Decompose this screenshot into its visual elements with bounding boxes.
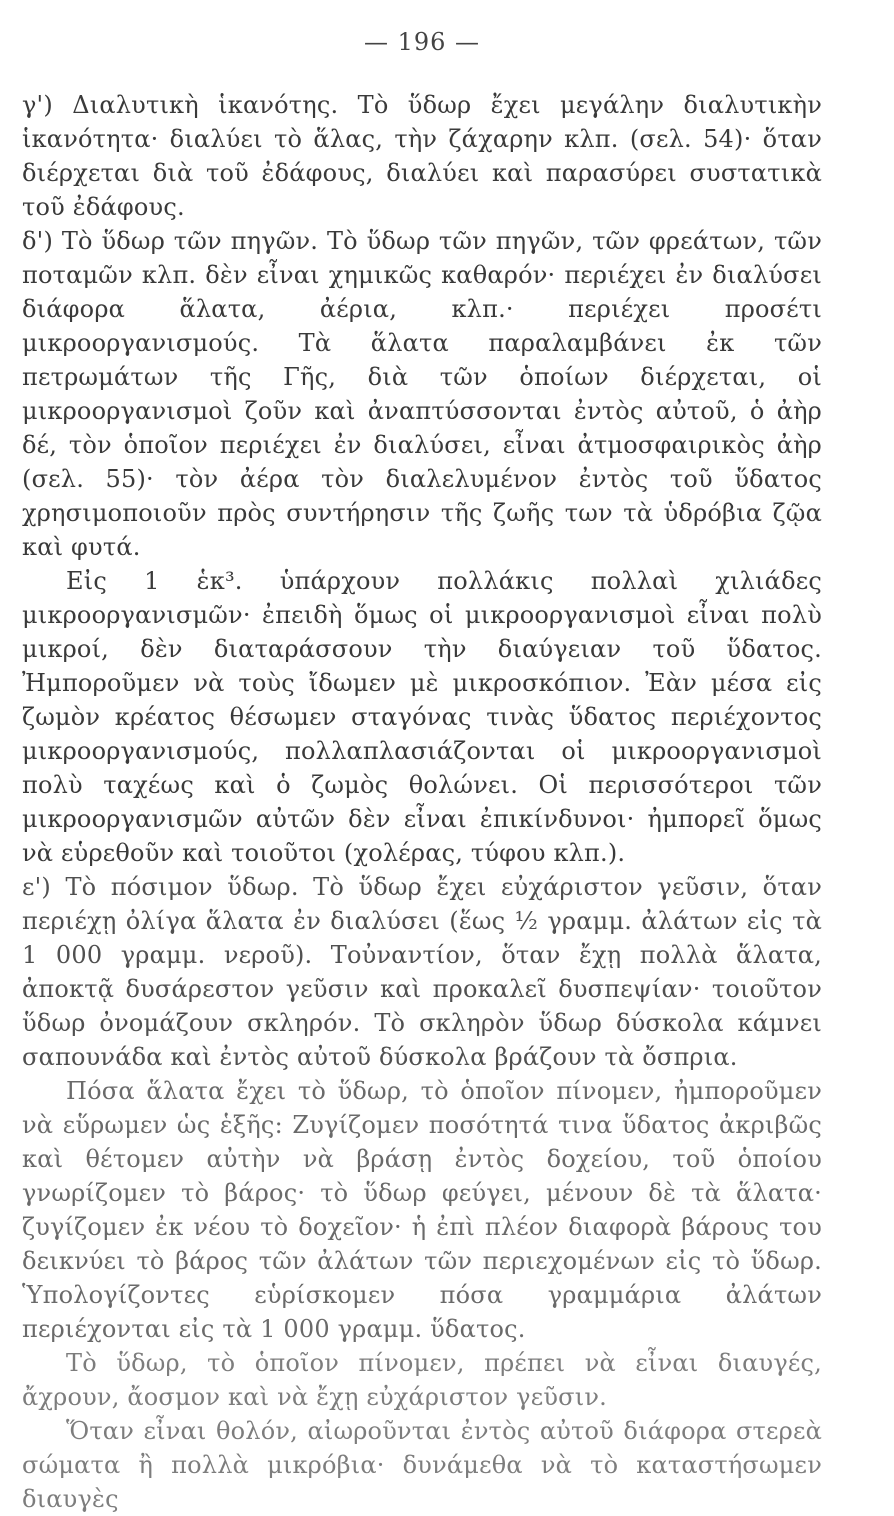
- paragraph-dissolving-ability: γ') Διαλυτικὴ ἱκανότης. Τὸ ὕδωρ ἔχει μεγάλην διαλυτικὴν ἱκανότητα· διαλύει τὸ ἅλας, τὴν ζάχαρην κλπ. (σελ. 54)· ὅταν διέρχεται διὰ τοῦ ἐδάφους, διαλύει καὶ παρασύρει συστατικὰ τοῦ ἐδάφους.: [22, 91, 822, 221]
- paragraph-salt-measurement: Πόσα ἅλατα ἔχει τὸ ὕδωρ, τὸ ὁποῖον πίνομεν, ἠμποροῦμεν νὰ εὕρωμεν ὡς ἑξῆς: Ζυγίζομεν ποσότητά τινα ὕδατος ἀκριβῶς καὶ θέτομεν αὐτὴν νὰ βράσῃ ἐντὸς δοχείου, τοῦ ὁποίου γνωρίζομεν τὸ βάρος· τὸ ὕδωρ φεύγει, μένουν δὲ τὰ ἅλατα· ζυγίζομεν ἐκ νέου τὸ δοχεῖον· ἡ ἐπὶ πλέον διαφορὰ βάρους του δεικνύει τὸ βάρος τῶν ἀλάτων τῶν περιεχομένων εἰς τὸ ὕδωρ. Ὑπολογίζοντες εὑρίσκομεν πόσα γραμμάρια ἀλάτων περιέχονται εἰς τὰ 1 000 γραμμ. ὕδατος.: [22, 1077, 822, 1343]
- paragraph-spring-water: δ') Τὸ ὕδωρ τῶν πηγῶν. Τὸ ὕδωρ τῶν πηγῶν, τῶν φρεάτων, τῶν ποταμῶν κλπ. δὲν εἶναι χημικῶς καθαρόν· περιέχει ἐν διαλύσει διάφορα ἅλατα, ἀέρια, κλπ.· περιέχει προσέτι μικροοργανισμούς. Τὰ ἅλατα παραλαμβάνει ἐκ τῶν πετρωμάτων τῆς Γῆς, διὰ τῶν ὁποίων διέρχεται, οἱ μικροοργανισμοὶ ζοῦν καὶ ἀναπτύσσονται ἐντὸς αὐτοῦ, ὁ ἀὴρ δέ, τὸν ὁποῖον περιέχει ἐν διαλύσει, εἶναι ἀτμοσφαιρικὸς ἀὴρ (σελ. 55)· τὸν ἀέρα τὸν διαλελυμένον ἐντὸς τοῦ ὕδατος χρησιμοποιοῦν πρὸς συντήρησιν τῆς ζωῆς των τὰ ὑδρόβια ζῷα καὶ φυτά.: [22, 227, 822, 561]
- paragraph-microorganisms: Εἰς 1 ἑκ³. ὑπάρχουν πολλάκις πολλαὶ χιλιάδες μικροοργανισμῶν· ἐπειδὴ ὅμως οἱ μικροοργανισμοὶ εἶναι πολὺ μικροί, δὲν διαταράσσουν τὴν διαύγειαν τοῦ ὕδατος. Ἠμποροῦμεν νὰ τοὺς ἴδωμεν μὲ μικροσκόπιον. Ἐὰν μέσα εἰς ζωμὸν κρέατος θέσωμεν σταγόνας τινὰς ὕδατος περιέχοντος μικροοργανισμούς, πολλαπλασιάζονται οἱ μικροοργανισμοὶ πολὺ ταχέως καὶ ὁ ζωμὸς θολώνει. Οἱ περισσότεροι τῶν μικροοργανισμῶν αὐτῶν δὲν εἶναι ἐπικίνδυνοι· ἠμπορεῖ ὅμως νὰ εὑρεθοῦν καὶ τοιοῦτοι (χολέρας, τύφου κλπ.).: [22, 567, 822, 867]
- paragraph-drinking-water: ε') Τὸ πόσιμον ὕδωρ. Τὸ ὕδωρ ἔχει εὐχάριστον γεῦσιν, ὅταν περιέχῃ ὀλίγα ἅλατα ἐν διαλύσει (ἕως ½ γραμμ. ἀλάτων εἰς τὰ 1 000 γραμμ. νεροῦ). Τοὐναντίον, ὅταν ἔχῃ πολλὰ ἅλατα, ἀποκτᾷ δυσάρεστον γεῦσιν καὶ προκαλεῖ δυσπεψίαν· τοιοῦτον ὕδωρ ὀνομάζουν σκληρόν. Τὸ σκληρὸν ὕδωρ δύσκολα κάμνει σαπουνάδα καὶ ἐντὸς αὐτοῦ δύσκολα βράζουν τὰ ὄσπρια.: [22, 873, 822, 1071]
- page-number: — 196 —: [363, 28, 481, 56]
- paragraph-water-quality: Τὸ ὕδωρ, τὸ ὁποῖον πίνομεν, πρέπει νὰ εἶναι διαυγές, ἄχρουν, ἄοσμον καὶ νὰ ἔχῃ εὐχάριστον γεῦσιν.: [22, 1349, 822, 1411]
- paragraph-turbid-water: Ὅταν εἶναι θολόν, αἰωροῦνται ἐντὸς αὐτοῦ διάφορα στερεὰ σώματα ἢ πολλὰ μικρόβια· δυνάμεθα νὰ τὸ καταστήσωμεν διαυγὲς: [22, 1417, 822, 1513]
- book-page: [22, 30, 822, 1516]
